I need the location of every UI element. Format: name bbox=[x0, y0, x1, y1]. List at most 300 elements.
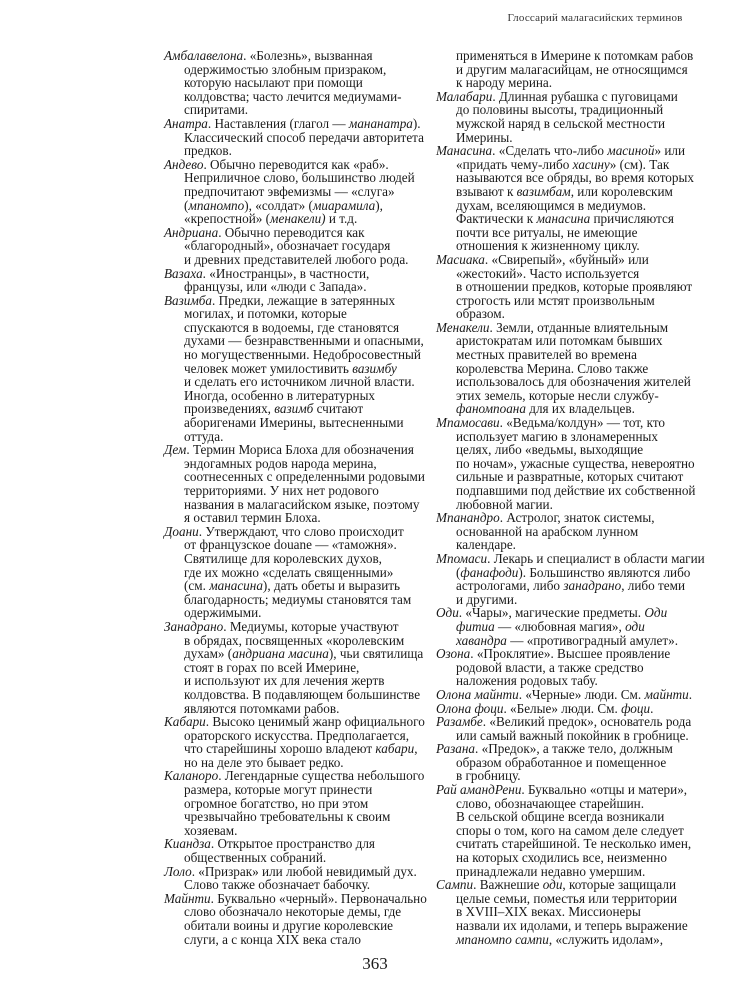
italic-term: майнти bbox=[644, 686, 689, 702]
entry-text: духам» ( bbox=[184, 646, 233, 662]
entry-line bbox=[436, 702, 714, 716]
entry-line bbox=[164, 702, 436, 716]
entry-text: «жестокий». Часто используется bbox=[456, 265, 640, 281]
glossary-entry bbox=[436, 253, 714, 321]
entry-text: образом. bbox=[456, 306, 505, 322]
entry-line bbox=[436, 307, 714, 321]
entry-text: Имерины. bbox=[456, 129, 513, 145]
entry-text: Иногда, особенно в литературных bbox=[184, 387, 376, 403]
entry-line bbox=[164, 674, 436, 688]
glossary-column-right bbox=[436, 49, 714, 946]
glossary-entry bbox=[164, 715, 436, 769]
entry-text: в XVIII–XIX веках. Миссионеры bbox=[456, 904, 641, 920]
entry-line bbox=[436, 321, 714, 335]
entry-text: огромное богатство, но при этом bbox=[184, 795, 369, 811]
entry-text: астрологами, либо bbox=[456, 578, 564, 594]
entry-line bbox=[164, 430, 436, 444]
entry-text: » или bbox=[654, 143, 686, 159]
glossary-entry bbox=[436, 90, 714, 144]
entry-text: . «Черные» люди. См. bbox=[518, 686, 645, 702]
entry-text: и сделать его источником личной власти. bbox=[184, 374, 415, 390]
entry-line bbox=[436, 933, 714, 947]
glossary-term: Майнти bbox=[164, 890, 211, 906]
entry-line bbox=[164, 49, 436, 63]
entry-text: духами — безнравственными и опасными, bbox=[184, 333, 424, 349]
entry-text: считать старейшиной. Те несколько имен, bbox=[456, 836, 692, 852]
italic-term: манасина bbox=[209, 578, 263, 594]
entry-text: для их владельцев. bbox=[525, 401, 635, 417]
entry-text: спускаются в водоемы, где становятся bbox=[184, 319, 400, 335]
entry-line bbox=[436, 797, 714, 811]
glossary-term: Озона bbox=[436, 646, 471, 662]
glossary-term: Рай амандРени bbox=[436, 782, 522, 798]
entry-line bbox=[436, 824, 714, 838]
entry-text: в обрядах, посвященных «королевским bbox=[184, 632, 405, 648]
glossary-term: Вазимба bbox=[164, 292, 213, 308]
entry-text: ), чьи святилища bbox=[328, 646, 424, 662]
entry-line bbox=[164, 552, 436, 566]
entry-line bbox=[436, 76, 714, 90]
italic-term: Оди bbox=[644, 605, 668, 621]
entry-text: колдовства. В подавляющем большинстве bbox=[184, 686, 421, 702]
entry-text: » (см). Так bbox=[609, 156, 670, 172]
entry-line bbox=[164, 348, 436, 362]
entry-text: человек может умилостивить bbox=[184, 360, 353, 376]
italic-term: манасина bbox=[536, 211, 591, 227]
entry-text: . Легендарные существа небольшого bbox=[218, 768, 425, 784]
entry-text: . bbox=[688, 686, 693, 702]
entry-text: . Высоко ценимый жанр официального bbox=[205, 714, 425, 730]
entry-text: Слово также обозначает бабочку. bbox=[184, 877, 371, 893]
glossary-entry bbox=[436, 783, 714, 878]
entry-text: . Важнешие bbox=[473, 877, 543, 893]
glossary-entry bbox=[164, 158, 436, 226]
glossary-term: Мпомаси bbox=[436, 550, 488, 566]
entry-text: одержимыми. bbox=[184, 605, 262, 621]
entry-line bbox=[164, 742, 436, 756]
entry-line bbox=[436, 892, 714, 906]
entry-text: благодарность; медиумы становятся там bbox=[184, 591, 412, 607]
entry-text: . Открытое пространство для bbox=[210, 836, 375, 852]
entry-text: в гробницу. bbox=[456, 768, 521, 784]
entry-line bbox=[164, 212, 436, 226]
entry-text: ораторского искусства. Предполагается, bbox=[184, 727, 409, 743]
entry-line bbox=[164, 688, 436, 702]
entry-line bbox=[164, 797, 436, 811]
entry-line bbox=[164, 878, 436, 892]
entry-text: Святилище для королевских духов, bbox=[184, 550, 382, 566]
glossary-term: Менакели bbox=[436, 319, 490, 335]
entry-text: размера, которые могут принести bbox=[184, 782, 373, 798]
entry-text: но могущественными. Недобросовестный bbox=[184, 347, 421, 363]
entry-line bbox=[436, 620, 714, 634]
entry-line bbox=[436, 416, 714, 430]
entry-line bbox=[436, 103, 714, 117]
entry-text: ), «солдат» ( bbox=[244, 197, 313, 213]
entry-text: считают bbox=[313, 401, 364, 417]
entry-line bbox=[436, 837, 714, 851]
entry-line bbox=[164, 131, 436, 145]
entry-text: чрезвычайно требовательны к своим bbox=[184, 809, 391, 825]
entry-line bbox=[164, 307, 436, 321]
entry-line bbox=[436, 498, 714, 512]
glossary-entry bbox=[164, 620, 436, 715]
italic-term: хавандра bbox=[456, 632, 507, 648]
glossary-term: Оди bbox=[436, 605, 459, 621]
entry-line bbox=[436, 674, 714, 688]
entry-line bbox=[436, 199, 714, 213]
glossary-term: Разамбе bbox=[436, 714, 483, 730]
entry-line bbox=[164, 375, 436, 389]
entry-line bbox=[436, 90, 714, 104]
entry-line bbox=[436, 634, 714, 648]
entry-text: Фактически к bbox=[456, 211, 537, 227]
entry-line bbox=[164, 620, 436, 634]
entry-text: . Утверждают, что слово происходит bbox=[198, 523, 404, 539]
entry-text: я оставил термин Блоха. bbox=[184, 510, 321, 526]
entry-line bbox=[436, 63, 714, 77]
entry-text: от французское douane — «таможня». bbox=[184, 537, 397, 553]
entry-text: аристократам или потомкам бывших bbox=[456, 333, 663, 349]
italic-term: миарамила bbox=[312, 197, 376, 213]
italic-term: мпаномпо сампи bbox=[456, 931, 549, 947]
italic-term: вазимбу bbox=[352, 360, 397, 376]
glossary-term: Кабари bbox=[164, 714, 206, 730]
glossary-term: Доани bbox=[164, 523, 199, 539]
entry-line bbox=[436, 226, 714, 240]
entry-text: Неприличное слово, большинство людей bbox=[184, 170, 415, 186]
italic-term: мпаномпо bbox=[188, 197, 245, 213]
glossary-term: Каланоро bbox=[164, 768, 219, 784]
glossary-term: Киандза bbox=[164, 836, 211, 852]
entry-line bbox=[164, 226, 436, 240]
entry-text: . Земли, отданные влиятельным bbox=[489, 319, 669, 335]
entry-line bbox=[164, 756, 436, 770]
entry-line bbox=[436, 375, 714, 389]
italic-term: кабари bbox=[375, 741, 415, 757]
entry-line bbox=[436, 334, 714, 348]
entry-text: оттуда. bbox=[184, 428, 224, 444]
entry-text: или самый важный покойник в гробнице. bbox=[456, 727, 689, 743]
entry-line bbox=[436, 389, 714, 403]
glossary-entry-continued bbox=[436, 49, 714, 90]
entry-text: ( bbox=[184, 197, 189, 213]
entry-text: и используют их для лечения жертв bbox=[184, 673, 385, 689]
glossary-entry bbox=[436, 552, 714, 606]
entry-line bbox=[164, 334, 436, 348]
glossary-entry bbox=[436, 606, 714, 647]
entry-line bbox=[436, 511, 714, 525]
glossary-term: Вазаха bbox=[164, 265, 203, 281]
entry-line bbox=[436, 294, 714, 308]
entry-line bbox=[164, 851, 436, 865]
entry-line bbox=[164, 199, 436, 213]
italic-term: фитиа bbox=[456, 618, 495, 634]
entry-text: эндогамных родов народа мерина, bbox=[184, 455, 377, 471]
entry-line bbox=[164, 63, 436, 77]
entry-text: образом обработанное и помещенное bbox=[456, 754, 667, 770]
entry-line bbox=[164, 294, 436, 308]
entry-line bbox=[164, 525, 436, 539]
entry-line bbox=[436, 267, 714, 281]
italic-term: менакели) bbox=[270, 211, 326, 227]
entry-line bbox=[436, 769, 714, 783]
entry-line bbox=[436, 661, 714, 675]
entry-text: французы, или «люди с Запада». bbox=[184, 279, 367, 295]
glossary-term: Малабари bbox=[436, 88, 493, 104]
entry-line bbox=[164, 715, 436, 729]
entry-text: взывают к bbox=[456, 183, 517, 199]
entry-line bbox=[436, 525, 714, 539]
entry-line bbox=[436, 715, 714, 729]
entry-text: . Буквально «отцы и матери», bbox=[521, 782, 688, 798]
glossary-entry bbox=[164, 117, 436, 158]
italic-term: занадрано bbox=[563, 578, 622, 594]
glossary-entry bbox=[164, 837, 436, 864]
entry-text: . «Ведьма/колдун» — тот, кто bbox=[499, 415, 666, 431]
entry-text: , либо теми bbox=[621, 578, 686, 594]
entry-text: духам, вселяющимся в медиумов. bbox=[456, 197, 647, 213]
glossary-entry bbox=[164, 892, 436, 946]
entry-line bbox=[436, 212, 714, 226]
entry-text: ), bbox=[375, 197, 383, 213]
entry-text: строгость или мстят произвольным bbox=[456, 292, 655, 308]
entry-text: названия в малагасийском языке, поэтому bbox=[184, 496, 420, 512]
entry-line bbox=[164, 253, 436, 267]
entry-text: предпочитают эвфемизмы — «слуга» bbox=[184, 183, 395, 199]
entry-text: назвали их идолами, и теперь выражение bbox=[456, 918, 688, 933]
entry-text: этих земель, которые несли службу- bbox=[456, 387, 659, 403]
entry-text: использует магию в злонамеренных bbox=[456, 428, 659, 444]
entry-text: . «Проклятие». Высшее проявление bbox=[470, 646, 671, 662]
entry-line bbox=[436, 348, 714, 362]
entry-line bbox=[164, 443, 436, 457]
glossary-term: Амбалавелона bbox=[164, 48, 244, 63]
entry-line bbox=[164, 837, 436, 851]
italic-term: фаномпоана bbox=[456, 401, 526, 417]
italic-term: андриана масина bbox=[232, 646, 329, 662]
entry-text: сильные и развратные, которых считают bbox=[456, 469, 684, 485]
entry-line bbox=[164, 865, 436, 879]
entry-line bbox=[436, 538, 714, 552]
entry-line bbox=[436, 117, 714, 131]
entry-line bbox=[164, 158, 436, 172]
entry-text: споры о том, кого на самом деле следует bbox=[456, 822, 684, 838]
entry-text: но на деле это бывает редко. bbox=[184, 754, 344, 770]
italic-term: масиной bbox=[607, 143, 655, 159]
entry-text: по ночам», ужасные существа, невероятно bbox=[456, 455, 695, 471]
entry-line bbox=[436, 905, 714, 919]
entry-text: ). Большинство являются либо bbox=[518, 564, 691, 580]
glossary-entry bbox=[436, 688, 714, 702]
entry-text: . Предки, лежащие в затерянных bbox=[212, 292, 396, 308]
entry-line bbox=[164, 185, 436, 199]
entry-line bbox=[436, 783, 714, 797]
entry-line bbox=[164, 593, 436, 607]
glossary-term: Дем bbox=[164, 442, 187, 458]
entry-text: «придать чему-либо bbox=[456, 156, 573, 172]
entry-text: ). bbox=[412, 115, 421, 131]
entry-text: использовалось для обозначения жителей bbox=[456, 374, 691, 390]
glossary-entry bbox=[436, 702, 714, 716]
entry-text: календаре. bbox=[456, 537, 516, 553]
entry-text: . «Иностранцы», в частности, bbox=[202, 265, 370, 281]
entry-text: , или королевским bbox=[570, 183, 673, 199]
entry-text: произведениях, bbox=[184, 401, 275, 417]
entry-line bbox=[164, 470, 436, 484]
entry-text: . «Призрак» или любой невидимый дух. bbox=[191, 863, 417, 879]
entry-line bbox=[164, 566, 436, 580]
entry-line bbox=[436, 579, 714, 593]
entry-text: наложения родовых табу. bbox=[456, 673, 598, 689]
entry-line bbox=[436, 593, 714, 607]
entry-text: соотнесенных с определенными родовыми bbox=[184, 469, 425, 485]
entry-text: слово обозначало некоторые демы, где bbox=[184, 904, 402, 920]
entry-line bbox=[164, 538, 436, 552]
entry-text: . «Белые» люди. См. bbox=[503, 700, 622, 716]
entry-text: . bbox=[650, 700, 654, 716]
entry-text: аборигенами Имерины, вытесненными bbox=[184, 415, 404, 431]
entry-text: . Термин Мориса Блоха для обозначения bbox=[186, 442, 414, 458]
entry-text: в отношении предков, которые проявляют bbox=[456, 279, 693, 295]
entry-line bbox=[164, 769, 436, 783]
entry-line bbox=[164, 267, 436, 281]
glossary-column-left bbox=[164, 49, 436, 946]
entry-text: местных правителей во времена bbox=[456, 347, 637, 363]
italic-term: оди bbox=[625, 618, 645, 634]
entry-line bbox=[164, 729, 436, 743]
entry-line bbox=[436, 253, 714, 267]
entry-text: к народу мерина. bbox=[456, 75, 553, 91]
entry-text: (см. bbox=[184, 578, 210, 594]
glossary-term: Занадрано bbox=[164, 618, 224, 634]
entry-line bbox=[436, 851, 714, 865]
glossary-term: Мпанандро bbox=[436, 510, 500, 526]
entry-line bbox=[164, 171, 436, 185]
entry-line bbox=[164, 905, 436, 919]
entry-text: территориями. У них нет родового bbox=[184, 483, 379, 498]
entry-text: и древних представителей любого рода. bbox=[184, 251, 409, 267]
entry-text: могилах, и потомки, которые bbox=[184, 306, 347, 322]
entry-text: на которых сходились все, неизменно bbox=[456, 850, 667, 866]
glossary-entry bbox=[164, 443, 436, 525]
glossary-term: Мпамосави bbox=[436, 415, 500, 431]
glossary-term: Лоло bbox=[164, 863, 192, 879]
entry-line bbox=[436, 919, 714, 933]
entry-line bbox=[436, 185, 714, 199]
entry-line bbox=[164, 783, 436, 797]
italic-term: фоци bbox=[621, 700, 651, 716]
italic-term: хасину bbox=[572, 156, 610, 172]
entry-line bbox=[436, 742, 714, 756]
entry-line bbox=[436, 362, 714, 376]
entry-text: , «служить идолам», bbox=[548, 931, 664, 947]
entry-line bbox=[436, 131, 714, 145]
entry-text: почти все ритуалы, не имеющие bbox=[456, 224, 638, 240]
entry-text: . «Великий предок», основатель рода bbox=[482, 714, 692, 730]
entry-text: . «Болезнь», вызванная bbox=[243, 48, 373, 63]
entry-text: отношения к жизненному циклу. bbox=[456, 238, 640, 254]
entry-text: — «противоградный амулет». bbox=[506, 632, 679, 648]
glossary-entry bbox=[436, 878, 714, 946]
entry-text: . «Чары», магические предметы. bbox=[458, 605, 645, 621]
italic-term: оди bbox=[542, 877, 563, 893]
entry-text: В сельской общине всегда возникали bbox=[456, 809, 665, 825]
entry-text: спиритами. bbox=[184, 102, 249, 118]
entry-text: мужской наряд в сельской местности bbox=[456, 115, 666, 131]
entry-text: слово, обозначающее старейшин. bbox=[456, 795, 645, 811]
entry-text: обитали воины и другие королевские bbox=[184, 918, 393, 933]
entry-line bbox=[164, 416, 436, 430]
entry-line bbox=[164, 362, 436, 376]
entry-text: слуги, а с конца XIX века стало bbox=[184, 931, 362, 947]
entry-line bbox=[436, 402, 714, 416]
entry-text: ), дать обеты и выразить bbox=[262, 578, 401, 594]
entry-line bbox=[436, 144, 714, 158]
entry-text: . «Сделать что-либо bbox=[492, 143, 608, 159]
italic-term: мананатра bbox=[348, 115, 413, 131]
entry-line bbox=[436, 239, 714, 253]
glossary-entry bbox=[436, 144, 714, 253]
entry-text: одержимостью злобным призраком, bbox=[184, 61, 387, 77]
page-number: 363 bbox=[362, 954, 388, 973]
entry-text: предков. bbox=[184, 143, 232, 159]
entry-text: . Обычно переводится как «раб». bbox=[203, 156, 389, 172]
italic-term: вазимбам bbox=[516, 183, 571, 199]
entry-text: , которые защищали bbox=[562, 877, 676, 893]
entry-line bbox=[164, 402, 436, 416]
entry-text: ( bbox=[456, 564, 461, 580]
glossary-entry bbox=[436, 321, 714, 416]
entry-line bbox=[436, 566, 714, 580]
glossary-entry bbox=[164, 294, 436, 444]
entry-text: . Буквально «черный». Первоначально bbox=[210, 890, 427, 906]
glossary-entry bbox=[164, 865, 436, 892]
glossary-entry bbox=[164, 525, 436, 620]
entry-text: , bbox=[414, 741, 418, 757]
glossary-entry bbox=[436, 647, 714, 688]
entry-text: «крепостной» ( bbox=[184, 211, 271, 227]
glossary-term: Андево bbox=[164, 156, 204, 172]
entry-text: основанной на арабском лунном bbox=[456, 523, 639, 539]
entry-line bbox=[436, 280, 714, 294]
entry-line bbox=[164, 919, 436, 933]
entry-text: . Наставления (глагол — bbox=[207, 115, 349, 131]
entry-line bbox=[164, 389, 436, 403]
glossary-entry bbox=[164, 769, 436, 837]
entry-line bbox=[164, 933, 436, 947]
glossary-entry bbox=[436, 715, 714, 742]
entry-text: . Обычно переводится как bbox=[218, 224, 365, 240]
entry-line bbox=[164, 144, 436, 158]
entry-line bbox=[436, 158, 714, 172]
entry-text: «благородный», обозначает государя bbox=[184, 238, 391, 254]
entry-line bbox=[436, 688, 714, 702]
entry-text: . Медиумы, которые участвуют bbox=[223, 618, 399, 634]
entry-line bbox=[164, 892, 436, 906]
entry-text: целые семьи, поместья или территории bbox=[456, 890, 678, 906]
glossary-term: Андриана bbox=[164, 224, 219, 240]
entry-text: где их можно «сделать священными» bbox=[184, 564, 394, 580]
entry-line bbox=[436, 878, 714, 892]
entry-text: . Лекарь и специалист в области магии bbox=[487, 550, 705, 566]
entry-line bbox=[436, 457, 714, 471]
entry-line bbox=[436, 171, 714, 185]
entry-text: называются все обряды, во время которых bbox=[456, 170, 694, 186]
entry-line bbox=[164, 511, 436, 525]
entry-text: принадлежали недавно умершим. bbox=[456, 863, 646, 879]
entry-line bbox=[436, 865, 714, 879]
